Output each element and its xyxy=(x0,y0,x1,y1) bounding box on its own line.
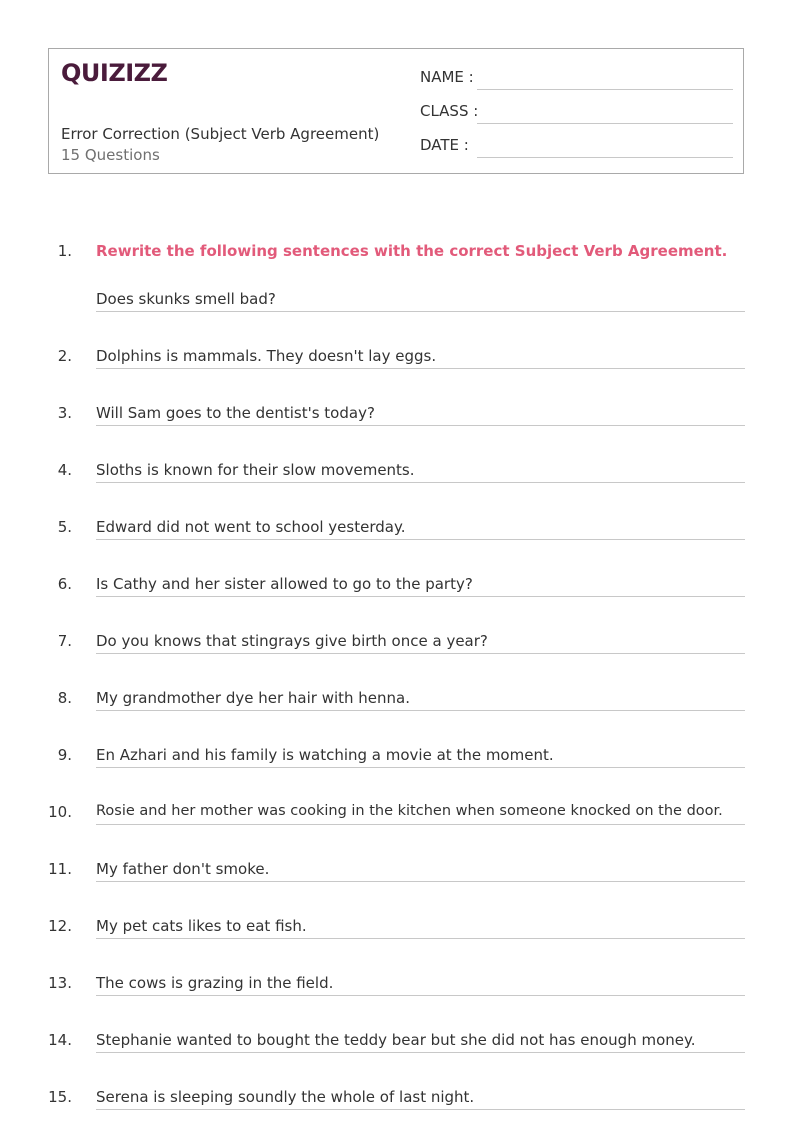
answer-line[interactable] xyxy=(96,653,745,654)
question-text: My father don't smoke. xyxy=(96,860,270,878)
question-text: Serena is sleeping soundly the whole of last night. xyxy=(96,1088,475,1106)
answer-line[interactable] xyxy=(96,539,745,540)
date-line[interactable] xyxy=(477,157,733,158)
answer-line[interactable] xyxy=(96,425,745,426)
question-text: Stephanie wanted to bought the teddy bear but she did not has enough money. xyxy=(96,1031,696,1049)
question-text: My pet cats likes to eat fish. xyxy=(96,917,307,935)
answer-line[interactable] xyxy=(96,995,745,996)
answer-line[interactable] xyxy=(96,938,745,939)
question-number: 14. xyxy=(48,1031,72,1049)
answer-line[interactable] xyxy=(96,1109,745,1110)
question-number: 10. xyxy=(48,803,72,821)
question-number: 8. xyxy=(57,689,72,707)
answer-line[interactable] xyxy=(96,596,745,597)
question-text: Edward did not went to school yesterday. xyxy=(96,518,406,536)
question-text: The cows is grazing in the field. xyxy=(96,974,334,992)
question-text: Does skunks smell bad? xyxy=(96,290,276,308)
worksheet-title: Error Correction (Subject Verb Agreement) xyxy=(61,125,380,143)
answer-line[interactable] xyxy=(96,767,745,768)
worksheet-header xyxy=(48,48,744,174)
question-number: 11. xyxy=(48,860,72,878)
instructions: Rewrite the following sentences with the correct Subject Verb Agreement. xyxy=(96,242,728,260)
question-number: 2. xyxy=(57,347,72,365)
question-count: 15 Questions xyxy=(61,146,160,164)
question-number: 7. xyxy=(57,632,72,650)
class-label: CLASS : xyxy=(420,102,479,120)
answer-line[interactable] xyxy=(96,824,745,825)
date-field[interactable] xyxy=(420,136,733,158)
question-number: 13. xyxy=(48,974,72,992)
question-number: 4. xyxy=(57,461,72,479)
date-label: DATE : xyxy=(420,136,469,154)
answer-line[interactable] xyxy=(96,1052,745,1053)
class-line[interactable] xyxy=(477,123,733,124)
question-text: Do you knows that stingrays give birth once a year? xyxy=(96,632,488,650)
question-number: 1. xyxy=(57,242,72,260)
name-label: NAME : xyxy=(420,68,474,86)
answer-line[interactable] xyxy=(96,710,745,711)
name-field[interactable] xyxy=(420,68,733,90)
question-text: Is Cathy and her sister allowed to go to the party? xyxy=(96,575,473,593)
answer-line[interactable] xyxy=(96,368,745,369)
answer-line[interactable] xyxy=(96,311,745,312)
question-number: 15. xyxy=(48,1088,72,1106)
question-text: En Azhari and his family is watching a movie at the moment. xyxy=(96,746,554,764)
question-number: 9. xyxy=(57,746,72,764)
question-text: Will Sam goes to the dentist's today? xyxy=(96,404,375,422)
class-field[interactable] xyxy=(420,102,733,124)
answer-line[interactable] xyxy=(96,482,745,483)
answer-line[interactable] xyxy=(96,881,745,882)
question-number: 12. xyxy=(48,917,72,935)
question-number: 6. xyxy=(57,575,72,593)
name-line[interactable] xyxy=(477,89,733,90)
question-number: 5. xyxy=(57,518,72,536)
question-text: Dolphins is mammals. They doesn't lay eggs. xyxy=(96,347,437,365)
question-text: My grandmother dye her hair with henna. xyxy=(96,689,411,707)
question-text: Sloths is known for their slow movements. xyxy=(96,461,415,479)
question-number: 3. xyxy=(57,404,72,422)
quizizz-logo: QUIZIZZ xyxy=(61,59,168,87)
question-text: Rosie and her mother was cooking in the kitchen when someone knocked on the door. xyxy=(96,803,723,819)
